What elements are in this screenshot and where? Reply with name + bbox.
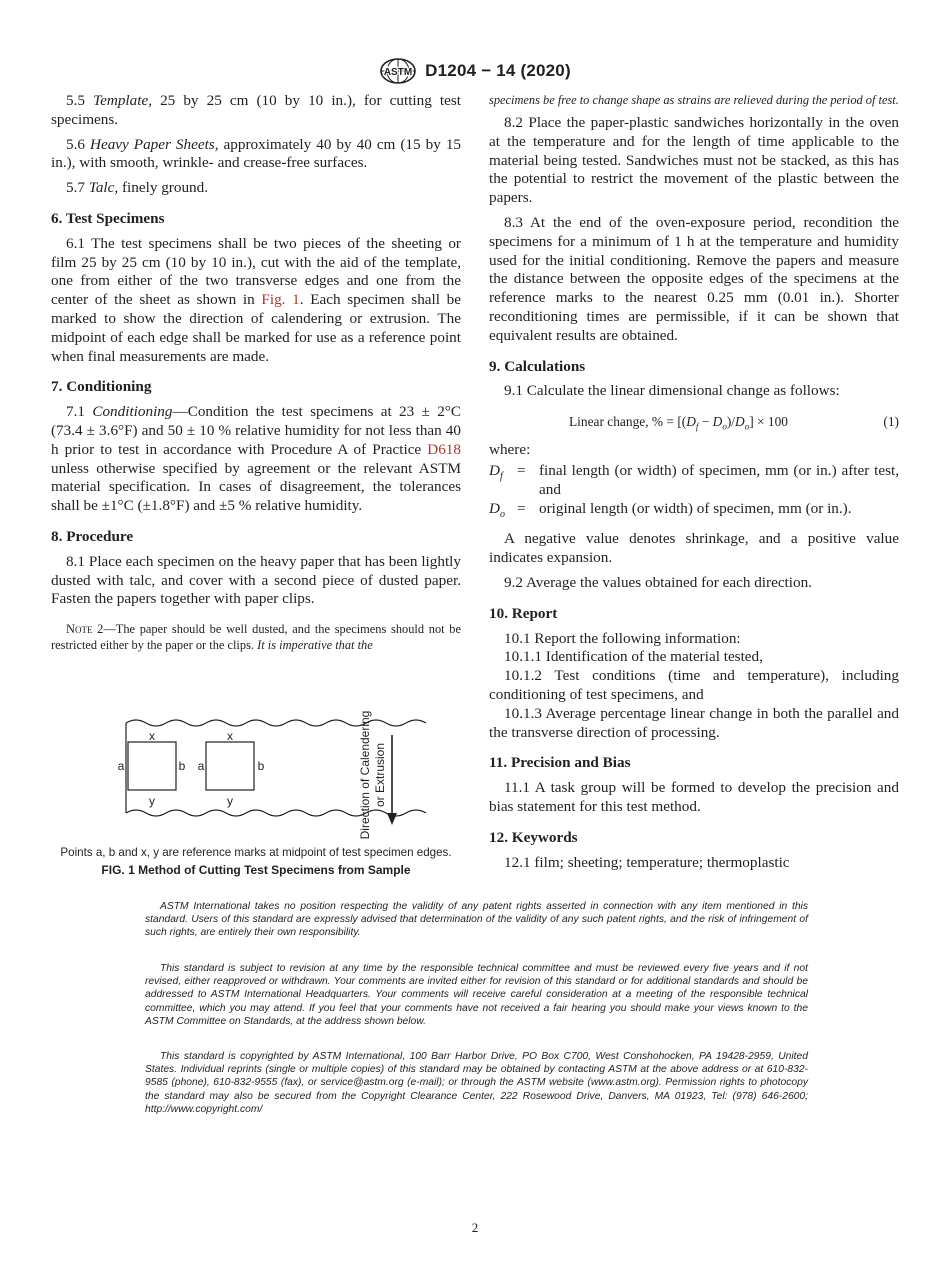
section-5-6: 5.6 Heavy Paper Sheets, approximately 40 by 40 cm (15 by 15 in.), with smooth, wrinkle- and crease-free surfaces. — [51, 135, 462, 172]
heading-precision-bias: 11. Precision and Bias — [489, 754, 631, 772]
specimen-1-mark-x: x — [149, 729, 155, 743]
specimen-2 — [206, 742, 254, 790]
note-2-continuation: specimens be free to change shape as strains are relieved during the period of test. — [489, 93, 899, 107]
figure-1-note: Points a, b and x, y are reference marks at midpoint of test specimen edges. — [60, 846, 452, 859]
section-8-2: 8.2 Place the paper-plastic sandwiches horizontally in the oven at the temperature and for the length of time applicable to the material being tested. Sandwiches must not be stacked, as this has the potential to restrict the movement of the plastic between the papers. — [489, 114, 899, 207]
specimen-2-mark-a: a — [197, 759, 205, 773]
specimen-2-mark-y: y — [227, 794, 233, 808]
specimen-1-mark-a: a — [117, 759, 125, 773]
equation-label: Linear change, % = — [569, 414, 678, 430]
specimen-2-mark-b: b — [257, 759, 265, 773]
section-11-1: 11.1 A task group will be formed to develop the precision and bias statement for this test method. — [489, 779, 899, 815]
heading-calculations: 9. Calculations — [489, 357, 586, 375]
page-header — [0, 56, 950, 86]
heading-keywords: 12. Keywords — [489, 828, 578, 846]
section-10-1-2: 10.1.2 Test conditions (time and temperature), including conditioning of test specimens, and — [489, 667, 899, 703]
specimen-2-mark-x: x — [227, 729, 233, 743]
svg-text:ASTM: ASTM — [384, 67, 413, 78]
section-5-5: 5.5 Template, 25 by 25 cm (10 by 10 in.), for cutting test specimens. — [51, 92, 461, 128]
patent-notice: ASTM International takes no position respecting the validity of any patent rights asserted in connection with any item mentioned in this standard. Users of this standard are expressly advised that determination of the validity of any such patent rights, and the risk of infringement of such rights, are entirely their own responsibility. — [145, 901, 808, 939]
heading-report: 10. Report — [489, 604, 558, 622]
sheet-top-edge — [126, 720, 426, 726]
sign-convention: A negative value denotes shrinkage, and a positive value indicates expansion. — [489, 530, 899, 567]
section-8-1: 8.1 Place each specimen on the heavy paper that has been lightly dusted with talc, and cover with a second piece of dusted paper. Fasten the papers together with paper clips. — [51, 552, 461, 608]
astm-logo-icon — [379, 58, 417, 84]
direction-label-line2: or Extrusion — [373, 742, 387, 808]
section-5-7: 5.7 Talc, finely ground. — [66, 179, 209, 197]
specimen-1-mark-y: y — [149, 794, 155, 808]
section-8-3: 8.3 At the end of the oven-exposure period, recondition the specimens for a minimum of 1 h at the temperature and humidity used for the initial conditioning. Remove the papers and measure the distance between the opposite edges of the specimens at the reference marks to the nearest 0.25 mm (0.01 in.). Shorter reconditioning times are permissible, if it can be shown that equivalent results are obtained. — [489, 213, 899, 344]
equation-1 — [489, 407, 899, 437]
heading-procedure: 8. Procedure — [51, 527, 134, 545]
specimen-1 — [128, 742, 176, 790]
section-10-1-3: 10.1.3 Average percentage linear change in both the parallel and the transverse direction of processing. — [489, 704, 899, 741]
section-9-2: 9.2 Average the values obtained for each direction. — [504, 573, 812, 591]
definition-df: $D_f$ = final length (or width) of specimen, mm (or in.) after test, and — [489, 461, 899, 498]
symbol-df: $D_f$ — [489, 461, 503, 482]
specimen-1-mark-b: b — [178, 759, 186, 773]
definition-do: $D_o$ = original length (or width) of specimen, mm (or in.). — [489, 500, 899, 525]
heading-conditioning: 7. Conditioning — [51, 378, 152, 396]
copyright-notice: This standard is copyrighted by ASTM International, 100 Barr Harbor Drive, PO Box C700, West Conshohocken, PA 19428-2959, United States. Individual reprints (single or multiple copies) of this standard may be obtained by contacting ASTM at the above address or at 610-832-9585 (phone), 610-832-9555 (fax), or service@astm.org (e-mail); or through the ASTM website (www.astm.org). Permission rights to photocopy the standard may also be secured from the Copyright Clearance Center, 222 Rosewood Drive, Danvers, MA 01923, Tel: (978) 646-2600; http://www.copyright.com/ — [145, 1051, 808, 1115]
section-12-1: 12.1 film; sheeting; temperature; thermoplastic — [504, 853, 790, 871]
revision-notice: This standard is subject to revision at any time by the responsible technical committee and must be reviewed every five years and if not revised, either reapproved or withdrawn. Your comments are invited either for revision of this standard or for additional standards and should be addressed to ASTM International Headquarters. Your comments will receive careful consideration at a meeting of the responsible technical committee, which you may attend. If you feel that your comments have not received a fair hearing you should make your views known to the ASTM Committee on Standards, at the address shown below. — [145, 963, 808, 1027]
section-10-1-1: 10.1.1 Identification of the material tested, — [504, 648, 763, 666]
section-6-1: 6.1 The test specimens shall be two pieces of the sheeting or film 25 by 25 cm (10 by 10 in.), cut with the aid of the template, one from either of the two transverse edges and one from the center of the sheet as shown in Fig. 1. Each specimen shall be marked to show the direction of calendering or extrusion. The midpoint of each edge shall be marked for use as a reference point when final measurements are made. — [51, 234, 461, 365]
direction-label-line1: Direction of Calendering — [358, 710, 372, 840]
symbol-do: $D_o$ — [489, 499, 505, 520]
fig-1-link[interactable]: Fig. 1 — [261, 291, 300, 309]
sheet-bottom-edge — [126, 810, 426, 816]
left-column — [51, 92, 461, 659]
page-number: 2 — [471, 1220, 479, 1235]
figure-1-caption: FIG. 1 Method of Cutting Test Specimens from Sample — [101, 863, 411, 877]
where-label: where: — [489, 441, 531, 459]
section-7-1: 7.1 Conditioning—Condition the test specimens at 23 ± 2°C (73.4 ± 3.6°F) and 50 ± 10 % relative humidity for not less than 40 h prior to test in accordance with Procedure A of Practice D618 unless otherwise specified by agreement or the relevant ASTM material specification. In cases of disagreement, the tolerances shall be ±1°C (±1.8°F) and ±5 % relative humidity. — [51, 403, 461, 515]
equation-number: (1) — [883, 414, 899, 430]
section-9-1: 9.1 Calculate the linear dimensional change as follows: — [504, 382, 840, 400]
heading-test-specimens: 6. Test Specimens — [51, 209, 165, 227]
right-column — [489, 92, 899, 878]
direction-arrow-head — [387, 813, 397, 825]
section-10-1: 10.1 Report the following information: — [504, 629, 741, 647]
equation-formula: $[(D_f - D_o)/D_o] \times 100$ — [677, 414, 788, 432]
note-2: Note 2—The paper should be well dusted, and the specimens should not be restricted either by the paper or the clips. It is imperative that the — [51, 622, 461, 653]
standard-designation: D1204 − 14 (2020) — [425, 61, 571, 80]
d618-link[interactable]: D618 — [427, 440, 461, 458]
